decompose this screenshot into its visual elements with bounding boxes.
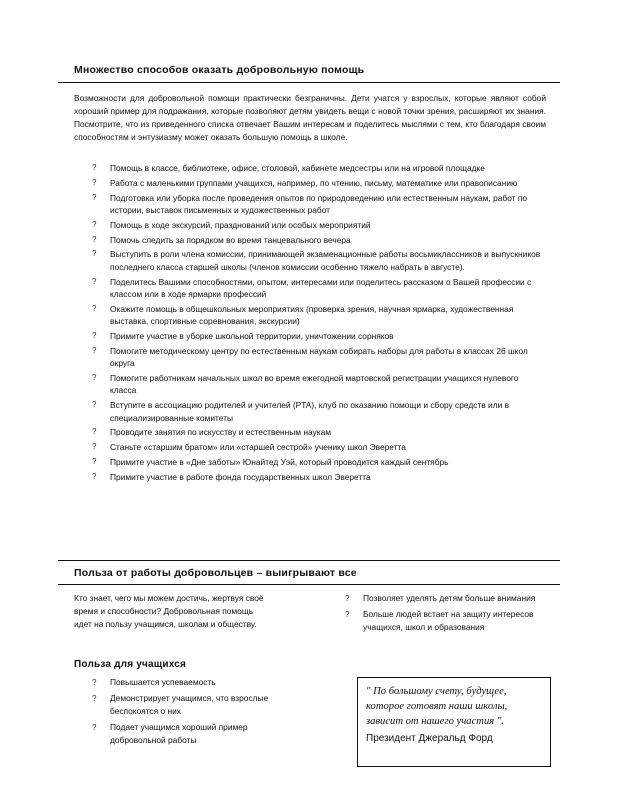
- bullet-icon: ?: [345, 610, 350, 619]
- bullet-icon: ?: [92, 249, 97, 259]
- list-item: ? Примите участие в уборке школьной территории, уничтожении сорняков: [92, 331, 394, 341]
- list-item: ? Подготовка или уборка после проведения опытов по природоведению или естественным наукам, работ по истории, выставок письменных и художественных работ: [92, 192, 528, 215]
- list-item: ? Помощь в классе, библиотеке, офисе, столовой, кабинете медсестры или на игровой площадке: [92, 163, 485, 173]
- bullet-icon: ?: [92, 234, 97, 244]
- bullet-icon: ?: [92, 331, 97, 340]
- list-item: ? Выступить в роли члена комиссии, принимающей экзаменационные работы восьмиклассников и выпускников последнего класса старшей школы (членов комиссии особенно тяжело набрать в августе).: [92, 249, 541, 272]
- section2-bottom-divider: [58, 584, 560, 585]
- list-item: ? Демонстрирует учащимся, что взрослые беспокоятся о них: [92, 693, 269, 716]
- bullet-icon: ?: [92, 678, 97, 687]
- students-benefits-heading: Польза для учащихся: [74, 659, 187, 670]
- bullet-icon: ?: [92, 276, 97, 286]
- section-heading-ways-to-help: Множество способов оказать добровольную помощь: [74, 64, 365, 76]
- quote-text: " По большому счету, будущее, которое готовят наши школы, зависит от нашего участия ".: [366, 686, 508, 727]
- list-item: ? Помощь в ходе экскурсий, празднований или особых мероприятий: [92, 219, 371, 230]
- bullet-icon: ?: [92, 400, 97, 410]
- bullet-icon: ?: [92, 219, 97, 229]
- quote-author: Президент Джеральд Форд: [366, 733, 493, 744]
- bullet-icon: ?: [92, 694, 97, 703]
- bullet-icon: ?: [92, 373, 97, 382]
- bullet-icon: ?: [92, 442, 97, 452]
- bullet-icon: ?: [92, 427, 97, 437]
- bullet-icon: ?: [92, 163, 97, 172]
- student-benefits-list: [92, 676, 274, 750]
- bullet-icon: ?: [92, 303, 97, 313]
- heading-divider: [58, 82, 560, 83]
- list-item: ? Примите участие в «Дне заботы» Юнайтед Уэй, который проводится каждый сентябрь: [92, 457, 449, 467]
- list-item: ? Повышается успеваемость: [92, 677, 216, 687]
- bullet-icon: ?: [92, 192, 97, 202]
- list-item: ? Примите участие в работе фонда государственных школ Эверетта: [92, 471, 371, 482]
- quote-box: [357, 677, 551, 767]
- list-item: ? Помочь следить за порядком во время танцевального вечера: [92, 234, 351, 245]
- list-item: ? Помогите работникам начальных школ во время ежегодной мартовской регистрации учащихся нулевого класса: [92, 373, 519, 396]
- list-item: ? Подает учащимся хороший пример добровольной работы: [92, 722, 248, 745]
- list-item: ? Вступите в ассоциацию родителей и учителей (PTA), клуб по оказанию помощи и сбору средств или в специализированные комитеты: [92, 400, 510, 423]
- volunteer-ideas-list: [92, 162, 544, 486]
- intro-paragraph: Возможности для добровольной помощи практически безграничны. Дети учатся у взрослых, которые являют собой хороший пример для подражания, которые позволяют детям увидеть вещи с новой точки зрения, расширяют их знания. Посмотрите, что из приведенного списка отвечает Вашим интересам и поделитесь мыслями с тем, кто благодаря своим способностям и энтузиазму может оказать большую помощь в школе.: [74, 93, 546, 142]
- bullet-icon: ?: [345, 594, 350, 603]
- list-item: ? Помогите методическому центру по естественным наукам собирать наборы для работы в классах 26 школ округа: [92, 345, 528, 369]
- section2-top-divider: [58, 560, 560, 561]
- other-benefits-list: [345, 592, 545, 637]
- list-item: ? Окажите помощь в общешкольных мероприятиях (проверка зрения, научная ярмарка, художественная выставка, спортивные соревнования, экскурсии): [92, 303, 514, 327]
- bullet-icon: ?: [92, 723, 97, 732]
- list-item: ? Поделитесь Вашими способностями, опытом, интересами или поделитесь рассказом о Вашей профессии с классом или в ходе ярмарки профессий: [92, 276, 532, 299]
- list-item: ? Работа с маленькими группами учащихся, например, по чтению, письму, математике или правописанию: [92, 177, 518, 188]
- list-item: ? Проводите занятия по искусству и естественным наукам: [92, 427, 331, 438]
- list-item: ? Станьте «старшим братом» или «старшей сестрой» ученику школ Эверетта: [92, 442, 406, 453]
- bullet-icon: ?: [92, 471, 97, 481]
- bullet-icon: ?: [92, 345, 97, 355]
- benefits-intro: Кто знает, чего мы можем достичь, жертвуя своё время и способности? Добровольная помощь идет на пользу учащимся, школам и обществу.: [74, 593, 264, 629]
- section-heading-benefits: Польза от работы добровольцев – выигрывают все: [74, 567, 357, 579]
- bullet-icon: ?: [92, 457, 97, 466]
- list-item: ? Больше людей встает на защиту интересов учащихся, школ и образования: [345, 609, 534, 632]
- list-item: ? Позволяет уделять детям больше внимания: [345, 593, 536, 603]
- bullet-icon: ?: [92, 177, 97, 187]
